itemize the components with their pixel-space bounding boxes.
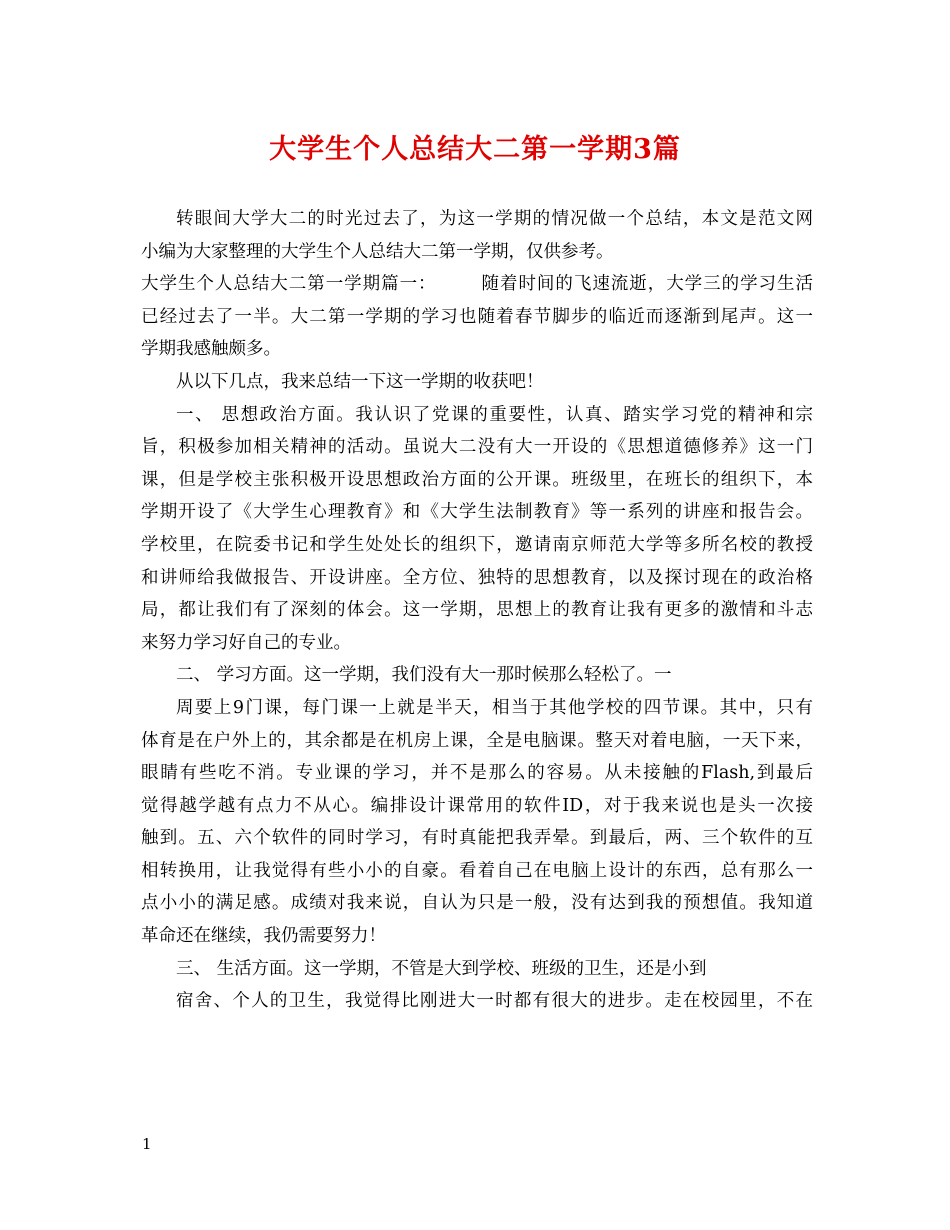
body-line: 觉得越学越有点力不从心。编排设计课常用的软件ID，对于我来说也是头一次接	[141, 795, 813, 816]
document-body	[141, 203, 813, 1018]
body-line: 周要上9门课，每门课一上就是半天，相当于其他学校的四节课。其中，只有	[176, 697, 813, 718]
body-line: 课，但是学校主张积极开设思想政治方面的公开课。班级里，在班长的组织下，本	[141, 469, 813, 490]
body-line: 和讲师给我做报告、开设讲座。全方位、独特的思想教育，以及探讨现在的政治格	[141, 567, 813, 588]
body-line: 二、 学习方面。这一学期，我们没有大一那时候那么轻松了。一	[176, 665, 672, 686]
body-line: 革命还在继续，我仍需要努力！	[141, 926, 386, 947]
body-line: 从以下几点，我来总结一下这一学期的收获吧！	[176, 371, 544, 392]
section-heading: 大学生个人总结大二第一学期篇一：	[141, 274, 437, 295]
body-line: 小编为大家整理的大学生个人总结大二第一学期，仅供参考。	[141, 241, 614, 262]
body-line	[141, 268, 813, 301]
body-line: 一、 思想政治方面。我认识了党课的重要性，认真、踏实学习党的精神和宗	[176, 404, 813, 425]
body-line: 点小小的满足感。成绩对我来说，自认为只是一般，没有达到我的预想值。我知道	[141, 893, 813, 914]
body-line: 体育是在户外上的，其余都是在机房上课，全是电脑课。整天对着电脑，一天下来，	[141, 730, 813, 751]
body-text: 随着时间的飞速流逝，大学三的学习生活	[480, 274, 814, 295]
body-line: 宿舍、个人的卫生，我觉得比刚进大一时都有很大的进步。走在校园里，不在	[176, 991, 813, 1012]
body-line: 学期开设了《大学生心理教育》和《大学生法制教育》等一系列的讲座和报告会。	[141, 502, 813, 523]
body-line: 相转换用，让我觉得有些小小的自豪。看着自己在电脑上设计的东西，总有那么一	[141, 860, 813, 881]
page-number: 1	[142, 1135, 152, 1153]
document-title: 大学生个人总结大二第一学期3篇	[269, 134, 681, 165]
body-line: 转眼间大学大二的时光过去了，为这一学期的情况做一个总结，本文是范文网	[176, 209, 813, 229]
body-line: 旨，积极参加相关精神的活动。虽说大二没有大一开设的《思想道德修养》这一门	[141, 437, 813, 458]
body-line: 已经过去了一半。大二第一学期的学习也随着春节脚步的临近而逐渐到尾声。这一	[141, 306, 813, 327]
body-line: 学校里，在院委书记和学生处处长的组织下，邀请南京师范大学等多所名校的教授	[141, 534, 813, 555]
body-line: 来努力学习好自己的专业。	[141, 632, 351, 653]
body-line: 学期我感触颇多。	[141, 339, 281, 360]
body-line: 触到。五、六个软件的同时学习，有时真能把我弄晕。到最后，两、三个软件的互	[141, 828, 813, 849]
body-line: 局，都让我们有了深刻的体会。这一学期，思想上的教育让我有更多的激情和斗志	[141, 600, 813, 621]
body-line: 眼睛有些吃不消。专业课的学习，并不是那么的容易。从未接触的Flash,到最后	[141, 763, 813, 784]
body-line: 三、 生活方面。这一学期，不管是大到学校、班级的卫生，还是小到	[176, 958, 707, 979]
